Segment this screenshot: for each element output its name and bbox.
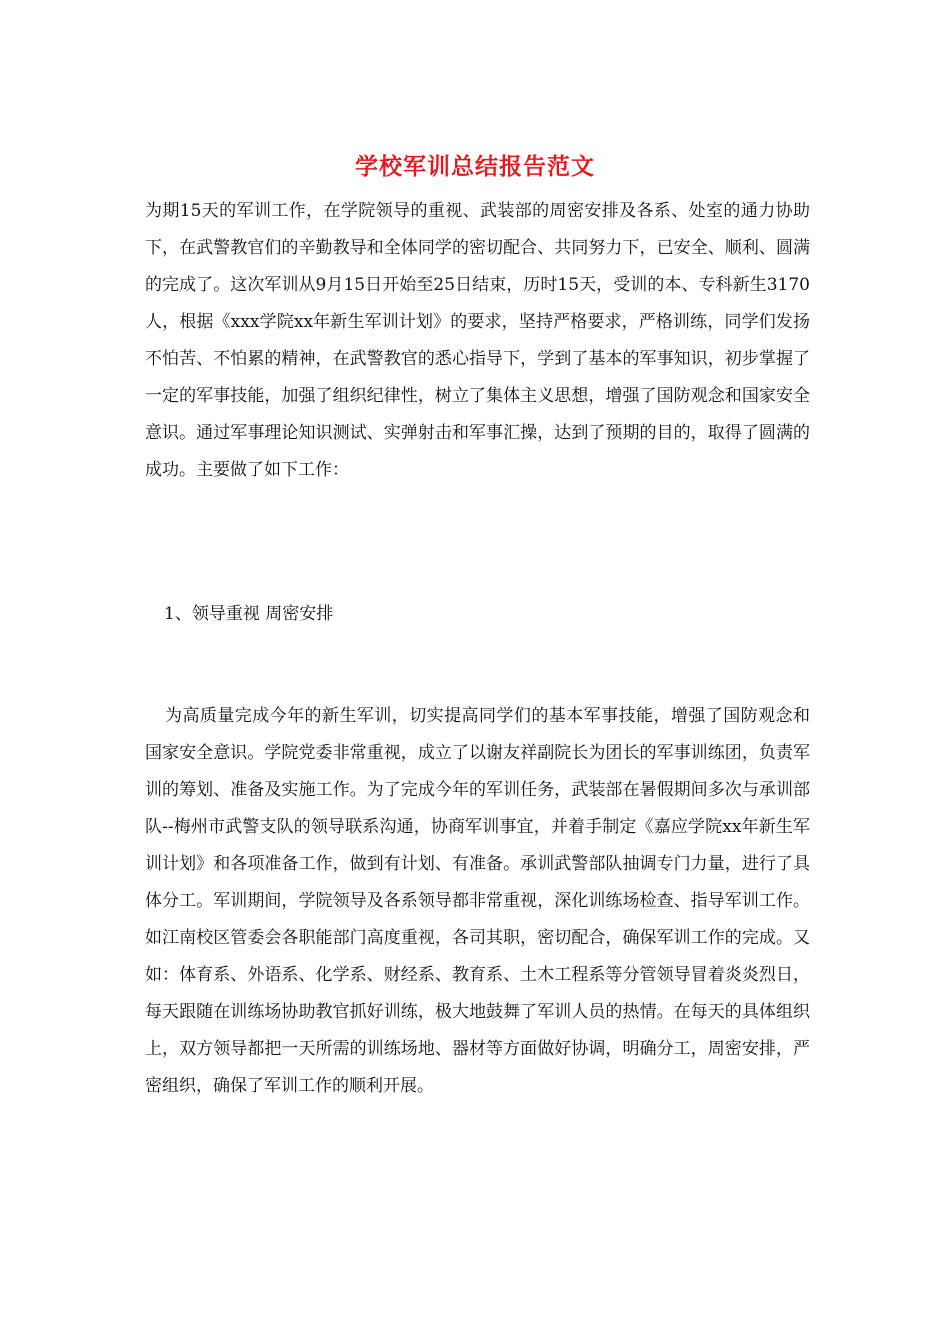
intro-paragraph: 为期15天的军训工作，在学院领导的重视、武装部的周密安排及各系、处室的通力协助下，在武警教官们的辛勤教导和全体同学的密切配合、共同努力下，已安全、顺利、圆满的完成了。这次军训从9月15日开始至25日结束，历时15天，受训的本、专科新生3170人，根据《xxx学院xx年新生军训计划》的要求，坚持严格要求，严格训练，同学们发扬不怕苦、不怕累的精神，在武警教官的悉心指导下，学到了基本的军事知识，初步掌握了一定的军事技能，加强了组织纪律性，树立了集体主义思想，增强了国防观念和国家安全意识。通过军事理论知识测试、实弹射击和军事汇操，达到了预期的目的，取得了圆满的成功。主要做了如下工作：	[145, 201, 810, 480]
section-heading: 1、领导重视 周密安排	[164, 604, 334, 624]
section-paragraph: 为高质量完成今年的新生军训，切实提高同学们的基本军事技能，增强了国防观念和国家安全意识。学院党委非常重视，成立了以谢友祥副院长为团长的军事训练团，负责军训的筹划、准备及实施工作。为了完成今年的军训任务，武装部在暑假期间多次与承训部队--梅州市武警支队的领导联系沟通，协商军训事宜，并着手制定《嘉应学院xx年新生军训计划》和各项准备工作，做到有计划、有准备。承训武警部队抽调专门力量，进行了具体分工。军训期间，学院领导及各系领导都非常重视，深化训练场检查、指导军训工作。如江南校区管委会各职能部门高度重视，各司其职，密切配合，确保军训工作的完成。又如：体育系、外语系、化学系、财经系、教育系、土木工程系等分管领导冒着炎炎烈日，每天跟随在训练场协助教官抓好训练，极大地鼓舞了军训人员的热情。在每天的具体组织上，双方领导都把一天所需的训练场地、器材等方面做好协调，明确分工，周密安排，严密组织，确保了军训工作的顺利开展。	[145, 706, 810, 1096]
document-title: 学校军训总结报告范文	[355, 153, 595, 180]
